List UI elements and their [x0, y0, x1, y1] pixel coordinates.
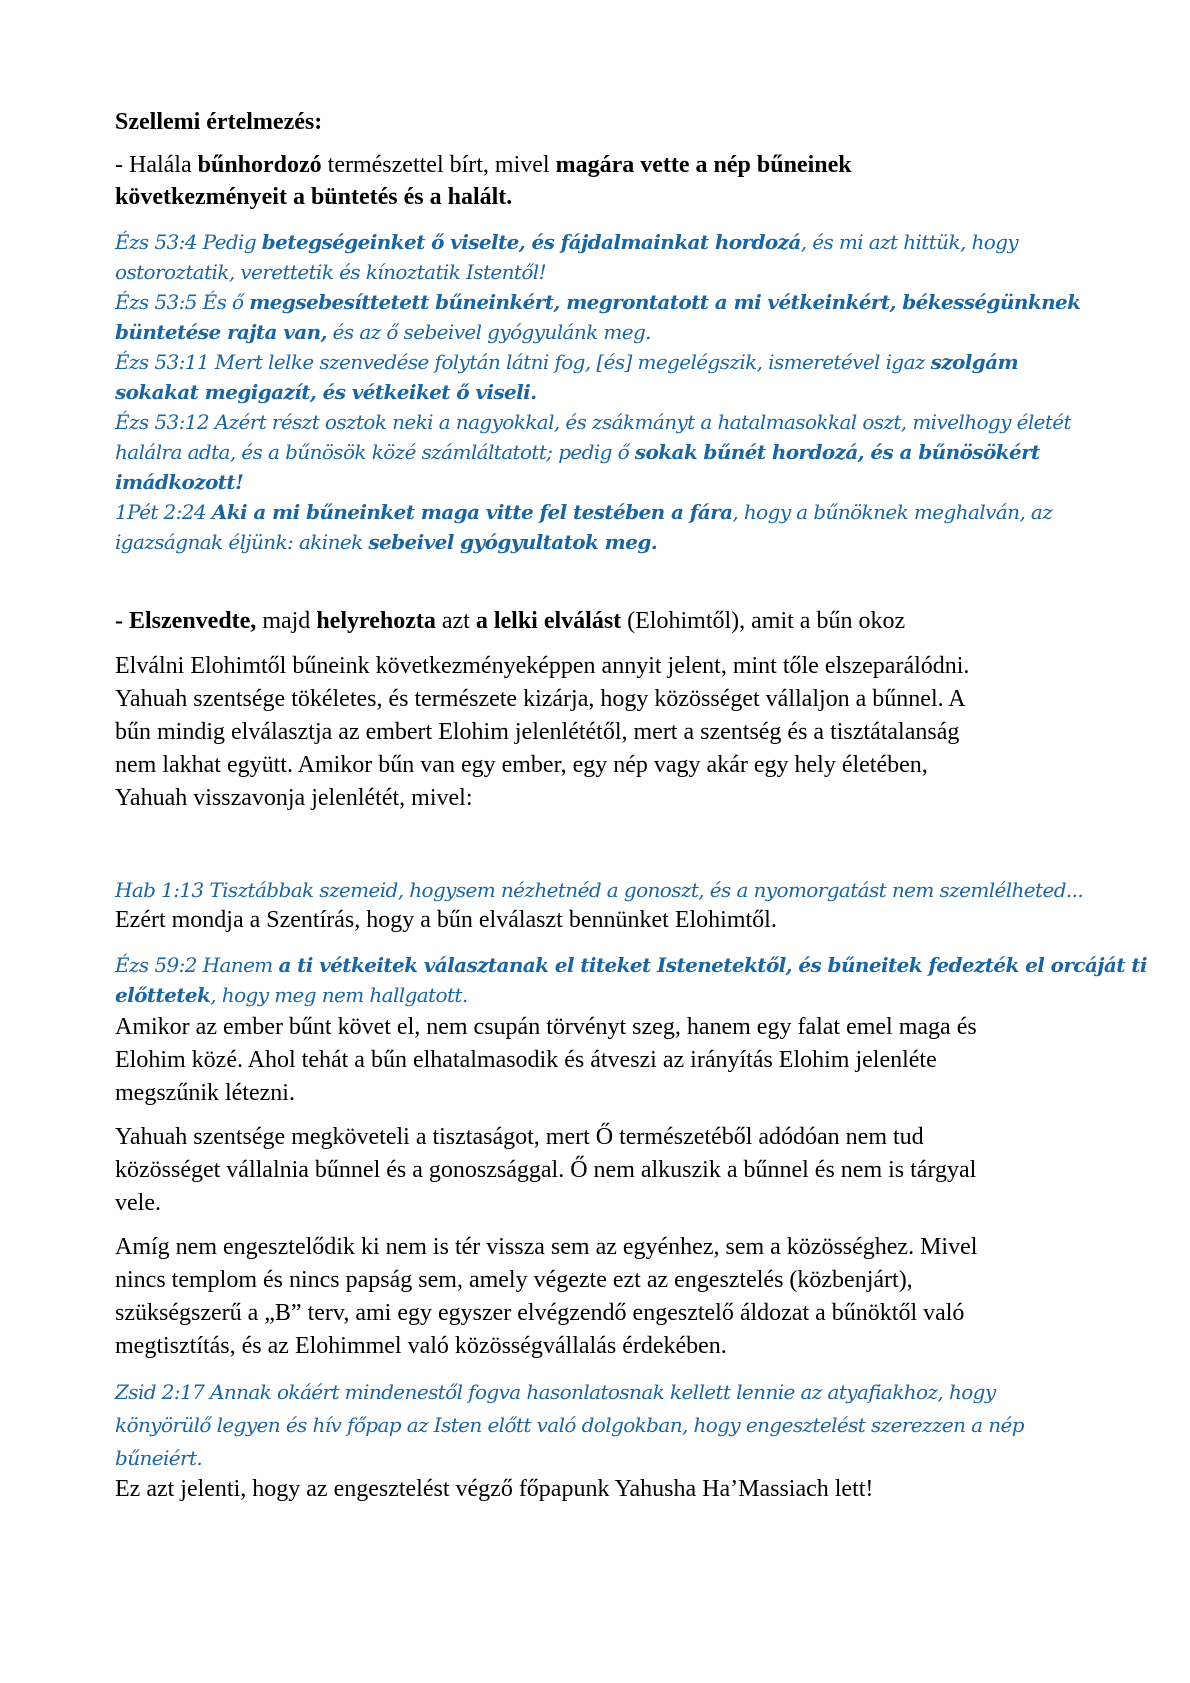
verse-ezs-53-4: Ézs 53:4 Pedig betegségeinket ő viselte, és fájdalmainkat hordozá, és mi azt hittük, hogy: [115, 230, 1019, 254]
paragraph-line: Yahuah szentsége megköveteli a tisztaságot, mert Ő természetéből adódóan nem tud: [115, 1124, 924, 1150]
paragraph-line: közösséget vállalnia bűnnel és a gonoszsággal. Ő nem alkuszik a bűnnel és nem is tárgyal: [115, 1157, 977, 1183]
paragraph-line: Elohim közé. Ahol tehát a bűn elhatalmasodik és átveszi az irányítás Elohim jelenléte: [115, 1047, 937, 1073]
paragraph-line: következményeit a büntetés és a halált.: [115, 184, 513, 210]
verse-ezs-59-2: Ézs 59:2 Hanem a ti vétkeitek választanak el titeket Istenetektől, és bűneitek fedezték el orcáját ti: [115, 953, 1147, 977]
section-heading: Szellemi értelmezés:: [115, 109, 323, 135]
paragraph-line: Amíg nem engesztelődik ki nem is tér vissza sem az egyénhez, sem a közösséghez. Mivel: [115, 1234, 978, 1260]
verse-hab-1-13: Hab 1:13 Tisztábbak szemeid, hogysem nézhetnéd a gonoszt, és a nyomorgatást nem szemlélheted...: [115, 878, 1084, 902]
paragraph-line: Elválni Elohimtől bűneink következményeképpen annyit jelent, mint tőle elszeparálódni.: [115, 653, 970, 679]
paragraph-line: megtisztítás, és az Elohimmel való közösségvállalás érdekében.: [115, 1333, 727, 1359]
verse-ezs-53-11: Ézs 53:11 Mert lelke szenvedése folytán látni fog, [és] megelégszik, ismeretével igaz szolgám: [115, 350, 1019, 374]
verse-zsid-2-17: Zsid 2:17 Annak okáért mindenestől fogva hasonlatosnak kellett lennie az atyafiakhoz, hogy: [115, 1380, 996, 1404]
paragraph-line: Ezért mondja a Szentírás, hogy a bűn elválaszt bennünket Elohimtől.: [115, 907, 777, 933]
verse-line: igazságnak éljünk: akinek sebeivel gyógyultatok meg.: [115, 530, 658, 554]
verse-ezs-53-12: Ézs 53:12 Azért részt osztok neki a nagyokkal, és zsákmányt a hatalmasokkal oszt, mivelhogy életét: [115, 410, 1071, 434]
paragraph-line: megszűnik létezni.: [115, 1080, 295, 1106]
verse-line: imádkozott!: [115, 470, 244, 494]
paragraph-line: Amikor az ember bűnt követ el, nem csupán törvényt szeg, hanem egy falat emel maga és: [115, 1014, 977, 1040]
closing-statement: Ez azt jelenti, hogy az engesztelést végző főpapunk Yahusha Ha’Massiach lett!: [115, 1476, 874, 1502]
paragraph-line: nem lakhat együtt. Amikor bűn van egy ember, egy nép vagy akár egy hely életében,: [115, 752, 928, 778]
verse-ezs-53-5: Ézs 53:5 És ő megsebesíttetett bűneinkért, megrontatott a mi vétkeinkért, békességünknek: [115, 290, 1081, 314]
verse-line: ostoroztatik, verettetik és kínoztatik Istentől!: [115, 260, 547, 284]
paragraph-line: Yahuah szentsége tökéletes, és természete kizárja, hogy közösséget vállaljon a bűnnel. A: [115, 686, 966, 712]
verse-1pet-2-24: 1Pét 2:24 Aki a mi bűneinket maga vitte fel testében a fára, hogy a bűnöknek meghalván, az: [115, 500, 1053, 524]
paragraph-line: vele.: [115, 1190, 161, 1216]
section-point-2: - Elszenvedte, majd helyrehozta azt a lelki elválást (Elohimtől), amit a bűn okoz: [115, 608, 906, 634]
verse-line: büntetése rajta van, és az ő sebeivel gyógyulánk meg.: [115, 320, 651, 344]
paragraph-line: nincs templom és nincs papság sem, amely végezte ezt az engesztelés (közbenjárt),: [115, 1267, 913, 1293]
verse-line: könyörülő legyen és hív főpap az Isten előtt való dolgokban, hogy engesztelést szerezzen a nép: [115, 1413, 1024, 1437]
verse-line: halálra adta, és a bűnösök közé számláltatott; pedig ő sokak bűnét hordozá, és a bűnösökért: [115, 440, 1040, 464]
paragraph-line: - Halála bűnhordozó természettel bírt, mivel magára vette a nép bűneinek: [115, 152, 852, 178]
paragraph-line: bűn mindig elválasztja az embert Elohim jelenlététől, mert a szentség és a tisztátalanság: [115, 719, 960, 745]
verse-line: előttetek, hogy meg nem hallgatott.: [115, 983, 468, 1007]
paragraph-line: szükségszerű a „B” terv, ami egy egyszer elvégzendő engesztelő áldozat a bűnöktől való: [115, 1300, 965, 1326]
paragraph-line: Yahuah visszavonja jelenlétét, mivel:: [115, 785, 473, 811]
verse-line: sokakat megigazít, és vétkeiket ő viseli.: [115, 380, 537, 404]
verse-line: bűneiért.: [115, 1446, 203, 1470]
